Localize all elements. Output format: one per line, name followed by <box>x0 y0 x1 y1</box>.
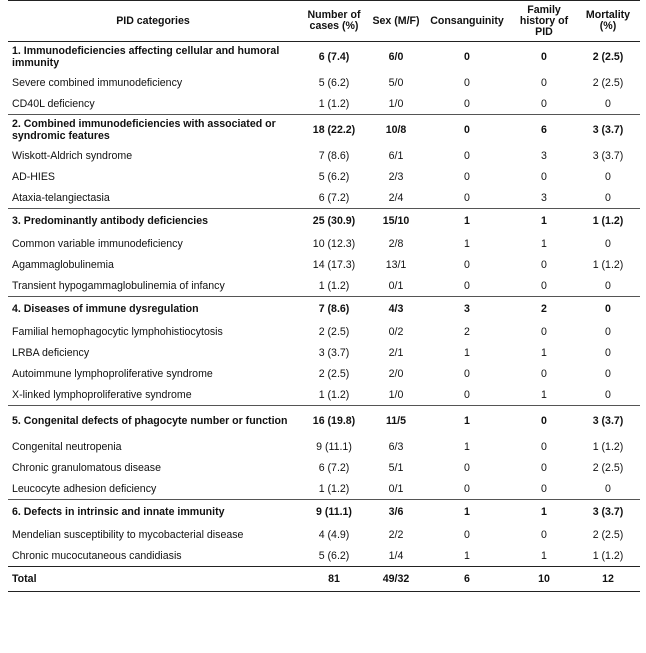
consanguinity-cell: 1 <box>464 346 470 359</box>
mortality-cell: 0 <box>576 297 640 322</box>
sex-cell: 0/1 <box>388 482 404 495</box>
consanguinity-cell: 0 <box>464 191 470 204</box>
group-row <box>8 297 640 322</box>
category-cell: Familial hemophagocytic lymphohistiocytosis <box>12 325 223 338</box>
cases-cell: 6 (7.4) <box>318 51 350 63</box>
sex-cell: 2/3 <box>388 170 404 183</box>
cases-cell: 14 (17.3) <box>312 258 356 271</box>
cases-cell: 25 (30.9) <box>298 209 370 234</box>
family-history-cell: 1 <box>541 237 547 250</box>
table-row <box>8 166 640 187</box>
category-cell: 3. Predominantly antibody deficiencies <box>8 209 298 234</box>
pid-categories-table <box>8 0 640 592</box>
sex-cell: 11/5 <box>370 406 422 437</box>
mortality-cell: 0 <box>605 237 611 250</box>
sex-cell: 2/1 <box>388 346 404 359</box>
consanguinity-cell: 3 <box>422 297 512 322</box>
family-history-cell: 0 <box>541 279 547 292</box>
category-cell: 4. Diseases of immune dysregulation <box>8 297 298 322</box>
sex-cell: 15/10 <box>370 209 422 234</box>
family-history-cell: 0 <box>512 406 576 437</box>
table-body <box>8 42 640 567</box>
table-row <box>8 93 640 115</box>
sex-cell: 3/6 <box>370 500 422 525</box>
mortality-cell: 0 <box>605 388 611 401</box>
sex-cell: 6/3 <box>388 440 404 453</box>
consanguinity-cell: 0 <box>464 170 470 183</box>
table-row <box>8 187 640 209</box>
total-label: Total <box>8 567 298 592</box>
category-cell: 6. Defects in intrinsic and innate immunity <box>8 500 298 525</box>
category-cell: Severe combined immunodeficiency <box>12 76 183 89</box>
table-row <box>8 321 640 342</box>
cases-cell: 1 (1.2) <box>318 97 350 110</box>
category-cell: Mendelian susceptibility to mycobacterial disease <box>12 528 244 541</box>
mortality-cell: 0 <box>605 191 611 204</box>
table-row <box>8 384 640 406</box>
total-sex: 49/32 <box>370 567 422 592</box>
sex-cell: 6/0 <box>388 51 404 63</box>
mortality-cell: 1 (1.2) <box>592 440 624 453</box>
table-row <box>8 342 640 363</box>
mortality-cell: 0 <box>605 279 611 292</box>
consanguinity-cell: 0 <box>464 367 470 380</box>
header-consanguinity: Consanguinity <box>422 1 512 42</box>
sex-cell: 2/8 <box>388 237 404 250</box>
mortality-cell: 2 (2.5) <box>592 76 624 89</box>
group-row <box>8 115 640 146</box>
family-history-cell: 0 <box>541 367 547 380</box>
cases-cell: 1 (1.2) <box>318 279 350 292</box>
family-history-cell: 0 <box>541 170 547 183</box>
consanguinity-cell: 1 <box>464 440 470 453</box>
group-row <box>8 406 640 437</box>
consanguinity-cell: 0 <box>464 51 470 63</box>
pid-table-container <box>8 0 640 653</box>
mortality-cell: 3 (3.7) <box>576 406 640 437</box>
category-cell: Ataxia-telangiectasia <box>12 191 110 204</box>
family-history-cell: 0 <box>541 461 547 474</box>
category-cell: LRBA deficiency <box>12 346 90 359</box>
table-header <box>8 1 640 42</box>
cases-cell: 5 (6.2) <box>318 76 350 89</box>
family-history-cell: 0 <box>541 97 547 110</box>
family-history-cell: 1 <box>541 549 547 562</box>
category-cell: CD40L deficiency <box>12 97 95 110</box>
family-history-cell: 2 <box>512 297 576 322</box>
category-cell: Chronic mucocutaneous candidiasis <box>12 549 182 562</box>
family-history-cell: 1 <box>512 500 576 525</box>
consanguinity-cell: 0 <box>464 97 470 110</box>
header-family-history: Family history of PID <box>512 1 576 42</box>
sex-cell: 1/4 <box>388 549 404 562</box>
header-row <box>8 1 640 42</box>
family-history-cell: 1 <box>541 388 547 401</box>
mortality-cell: 1 (1.2) <box>592 258 624 271</box>
sex-cell: 2/0 <box>388 367 404 380</box>
table-row <box>8 363 640 384</box>
cases-cell: 7 (8.6) <box>298 297 370 322</box>
table-row <box>8 145 640 166</box>
cases-cell: 7 (8.6) <box>318 149 350 162</box>
mortality-cell: 1 (1.2) <box>592 549 624 562</box>
mortality-cell: 0 <box>605 367 611 380</box>
table-row <box>8 233 640 254</box>
table-row <box>8 478 640 500</box>
table-row <box>8 72 640 93</box>
table-row <box>8 254 640 275</box>
header-pid-categories: PID categories <box>8 1 298 42</box>
table-row <box>8 275 640 297</box>
header-number-of-cases: Number of cases (%) <box>298 1 370 42</box>
mortality-cell: 2 (2.5) <box>592 51 624 63</box>
consanguinity-cell: 1 <box>464 237 470 250</box>
cases-cell: 5 (6.2) <box>318 549 350 562</box>
mortality-cell: 0 <box>605 97 611 110</box>
cases-cell: 3 (3.7) <box>318 346 350 359</box>
consanguinity-cell: 1 <box>464 549 470 562</box>
category-cell: Transient hypogammaglobulinemia of infancy <box>12 279 225 292</box>
mortality-cell: 2 (2.5) <box>592 528 624 541</box>
table-footer <box>8 567 640 592</box>
mortality-cell: 2 (2.5) <box>592 461 624 474</box>
sex-cell: 1/0 <box>388 388 404 401</box>
cases-cell: 6 (7.2) <box>318 461 350 474</box>
category-cell: Congenital neutropenia <box>12 440 122 453</box>
sex-cell: 13/1 <box>385 258 407 271</box>
sex-cell: 2/2 <box>388 528 404 541</box>
category-cell: Autoimmune lymphoproliferative syndrome <box>12 367 213 380</box>
category-cell: X-linked lymphoproliferative syndrome <box>12 388 192 401</box>
mortality-cell: 3 (3.7) <box>576 115 640 146</box>
total-family-history: 10 <box>512 567 576 592</box>
mortality-cell: 0 <box>605 346 611 359</box>
sex-cell: 0/2 <box>388 325 404 338</box>
consanguinity-cell: 0 <box>464 528 470 541</box>
mortality-cell: 3 (3.7) <box>592 149 624 162</box>
table-row <box>8 457 640 478</box>
sex-cell: 6/1 <box>388 149 404 162</box>
cases-cell: 18 (22.2) <box>298 115 370 146</box>
family-history-cell: 0 <box>541 482 547 495</box>
family-history-cell: 3 <box>541 191 547 204</box>
category-cell: 5. Congenital defects of phagocyte number or function <box>8 406 298 437</box>
mortality-cell: 3 (3.7) <box>576 500 640 525</box>
consanguinity-cell: 0 <box>464 149 470 162</box>
total-cases: 81 <box>298 567 370 592</box>
consanguinity-cell: 0 <box>464 482 470 495</box>
category-cell: 2. Combined immunodeficiencies with associated or syndromic features <box>8 115 298 146</box>
mortality-cell: 0 <box>605 325 611 338</box>
category-cell: 1. Immunodeficiencies affecting cellular and humoral immunity <box>12 45 280 69</box>
category-cell: Leucocyte adhesion deficiency <box>12 482 157 495</box>
cases-cell: 9 (11.1) <box>298 500 370 525</box>
header-sex: Sex (M/F) <box>370 1 422 42</box>
consanguinity-cell: 0 <box>464 258 470 271</box>
family-history-cell: 0 <box>541 528 547 541</box>
cases-cell: 2 (2.5) <box>318 367 350 380</box>
consanguinity-cell: 0 <box>464 461 470 474</box>
sex-cell: 0/1 <box>388 279 404 292</box>
mortality-cell: 0 <box>605 482 611 495</box>
family-history-cell: 0 <box>541 51 547 63</box>
category-cell: AD-HIES <box>12 170 55 183</box>
sex-cell: 2/4 <box>388 191 404 204</box>
sex-cell: 5/0 <box>388 76 404 89</box>
family-history-cell: 0 <box>541 325 547 338</box>
table-row <box>8 524 640 545</box>
header-mortality: Mortality (%) <box>576 1 640 42</box>
cases-cell: 1 (1.2) <box>318 482 350 495</box>
sex-cell: 4/3 <box>370 297 422 322</box>
cases-cell: 2 (2.5) <box>318 325 350 338</box>
total-mortality: 12 <box>576 567 640 592</box>
consanguinity-cell: 1 <box>422 209 512 234</box>
cases-cell: 10 (12.3) <box>312 237 356 250</box>
cases-cell: 1 (1.2) <box>318 388 350 401</box>
sex-cell: 5/1 <box>388 461 404 474</box>
cases-cell: 5 (6.2) <box>318 170 350 183</box>
family-history-cell: 1 <box>541 346 547 359</box>
consanguinity-cell: 0 <box>464 279 470 292</box>
category-cell: Common variable immunodeficiency <box>12 237 183 250</box>
family-history-cell: 3 <box>541 149 547 162</box>
cases-cell: 4 (4.9) <box>318 528 350 541</box>
family-history-cell: 6 <box>512 115 576 146</box>
consanguinity-cell: 0 <box>464 388 470 401</box>
mortality-cell: 0 <box>605 170 611 183</box>
category-cell: Chronic granulomatous disease <box>12 461 161 474</box>
total-row <box>8 567 640 592</box>
cases-cell: 16 (19.8) <box>298 406 370 437</box>
cases-cell: 9 (11.1) <box>316 440 352 453</box>
table-row <box>8 545 640 567</box>
group-row <box>8 42 640 73</box>
total-consanguinity: 6 <box>422 567 512 592</box>
consanguinity-cell: 2 <box>464 325 470 338</box>
sex-cell: 1/0 <box>388 97 404 110</box>
mortality-cell: 1 (1.2) <box>576 209 640 234</box>
family-history-cell: 0 <box>541 440 547 453</box>
group-row <box>8 209 640 234</box>
cases-cell: 6 (7.2) <box>318 191 350 204</box>
category-cell: Wiskott-Aldrich syndrome <box>12 149 133 162</box>
consanguinity-cell: 1 <box>422 500 512 525</box>
category-cell: Agammaglobulinemia <box>12 258 114 271</box>
consanguinity-cell: 0 <box>422 115 512 146</box>
family-history-cell: 0 <box>541 258 547 271</box>
family-history-cell: 1 <box>512 209 576 234</box>
consanguinity-cell: 1 <box>422 406 512 437</box>
table-row <box>8 436 640 457</box>
sex-cell: 10/8 <box>370 115 422 146</box>
group-row <box>8 500 640 525</box>
consanguinity-cell: 0 <box>464 76 470 89</box>
family-history-cell: 0 <box>541 76 547 89</box>
